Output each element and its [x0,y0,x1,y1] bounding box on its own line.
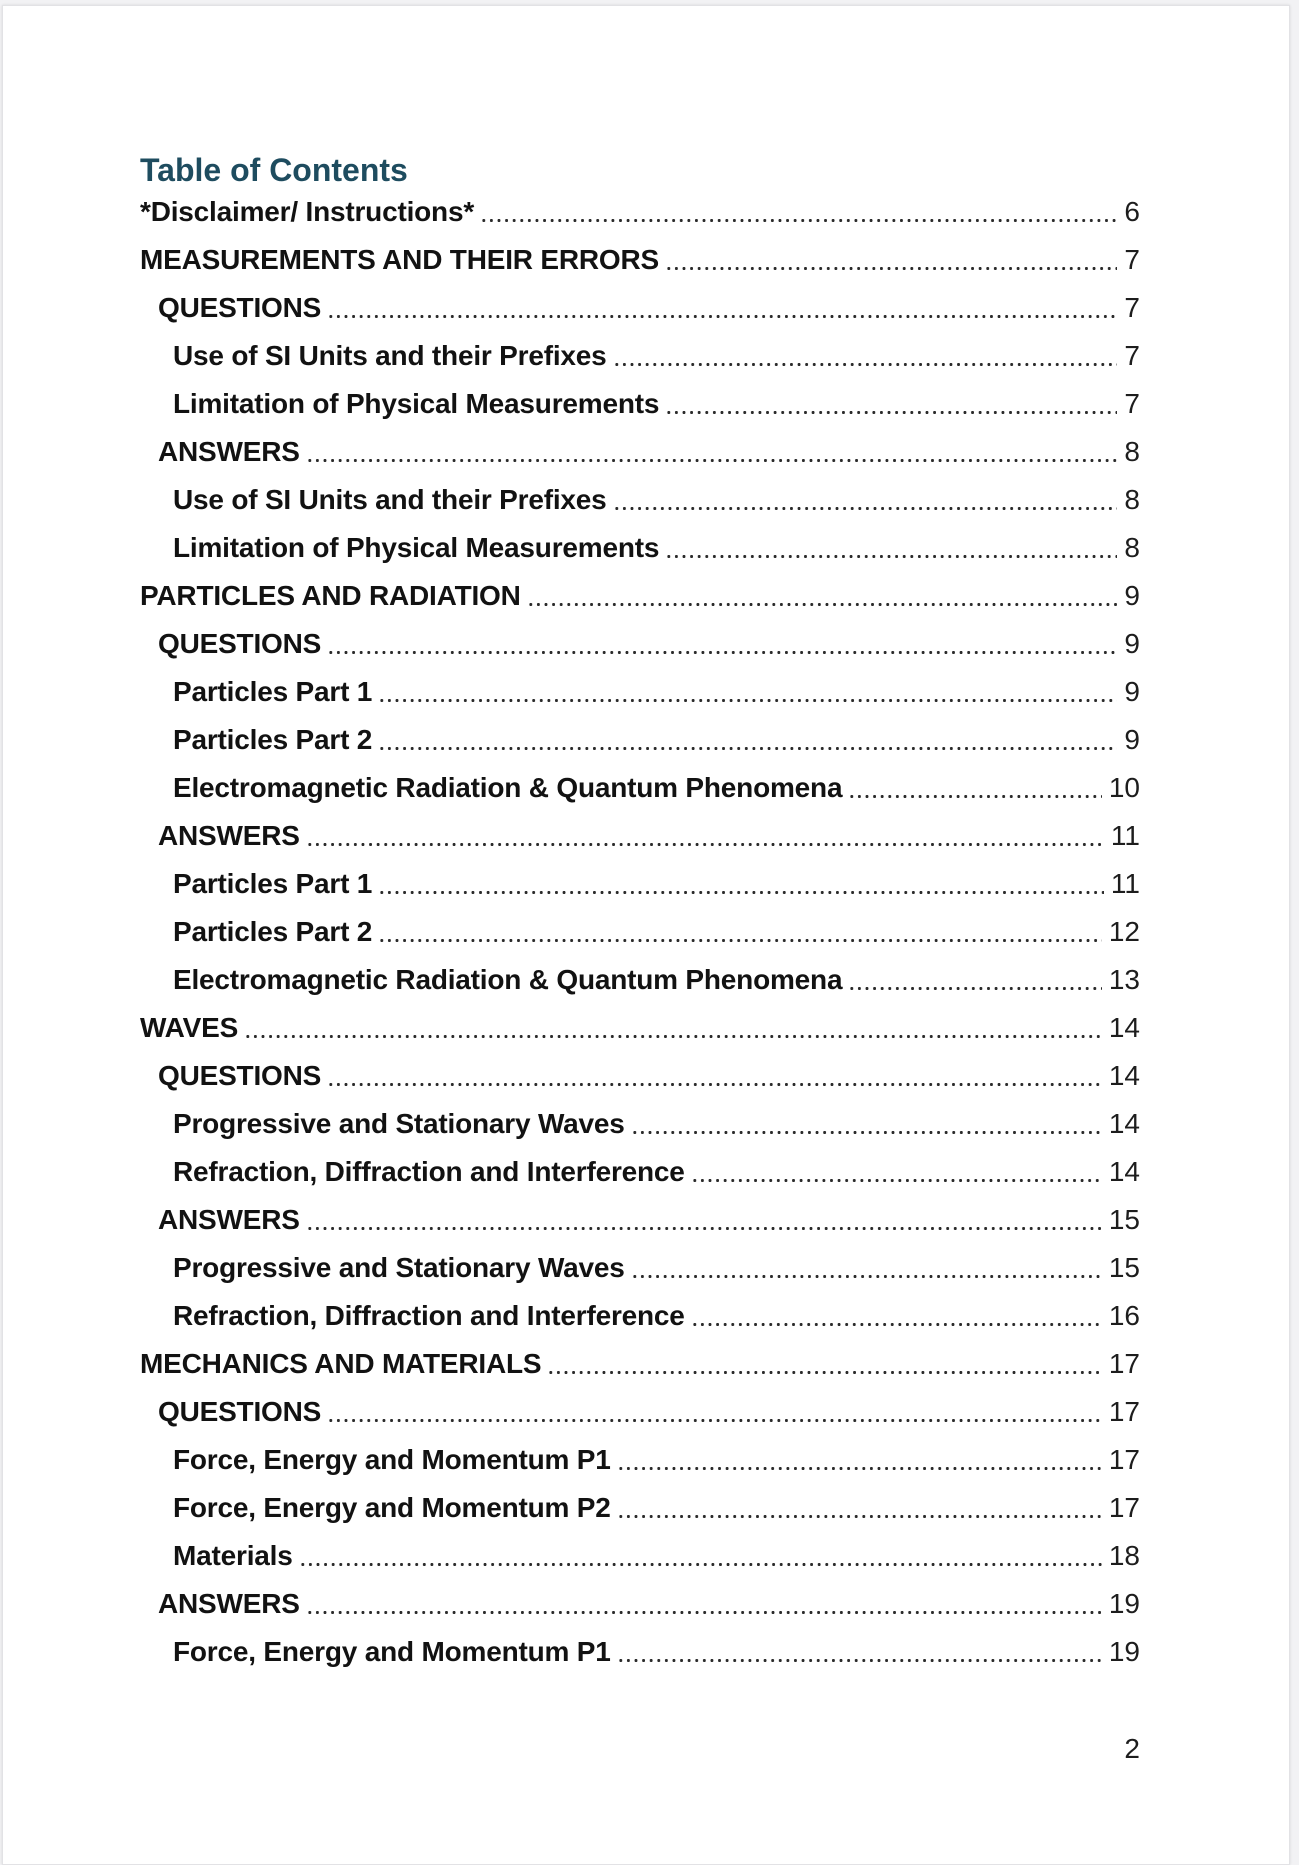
toc-entry-page-number: 9 [1124,628,1140,659]
toc-entry-page-number: 7 [1124,388,1140,419]
toc-entry-title: MEASUREMENTS AND THEIR ERRORS [140,244,659,275]
toc-entry-title: Force, Energy and Momentum P2 [173,1492,611,1523]
toc-entry-title: ANSWERS [158,820,300,851]
toc-entry[interactable] [140,284,1140,332]
dot-leader [378,860,1104,908]
toc-entry[interactable] [140,1628,1140,1676]
dot-leader [631,1100,1102,1148]
toc-entry[interactable] [140,380,1140,428]
dot-leader [613,476,1118,524]
toc-entry-page-number: 7 [1124,292,1140,323]
toc-entry-title: ANSWERS [158,436,300,467]
dot-leader [631,1244,1102,1292]
toc-entry-page-number: 15 [1108,1204,1140,1235]
toc-entry-title: Limitation of Physical Measurements [173,388,660,419]
toc-entry-title: WAVES [140,1012,239,1043]
toc-entry-title: Particles Part 2 [173,724,373,755]
dot-leader [378,908,1102,956]
toc-entry-page-number: 8 [1124,436,1140,467]
dot-leader [306,1196,1102,1244]
toc-entry[interactable] [140,1484,1140,1532]
toc-entry-page-number: 9 [1124,676,1140,707]
toc-entry-page-number: 8 [1124,532,1140,563]
dot-leader [617,1628,1102,1676]
toc-entry-title: Use of SI Units and their Prefixes [173,484,607,515]
toc-entry-page-number: 12 [1108,916,1140,947]
toc-entry[interactable] [140,188,1140,236]
page-number-footer: 2 [1124,1733,1140,1764]
toc-entry-title: Progressive and Stationary Waves [173,1108,625,1139]
toc-entry-title: ANSWERS [158,1204,300,1235]
toc-entry-page-number: 14 [1108,1156,1140,1187]
toc-entry[interactable] [140,428,1140,476]
dot-leader [691,1292,1102,1340]
toc-entry-title: Force, Energy and Momentum P1 [173,1444,611,1475]
document-page [2,5,1290,1865]
toc-entry-page-number: 10 [1108,772,1140,803]
dot-leader [527,572,1118,620]
dot-leader [547,1340,1101,1388]
toc-entry[interactable] [140,572,1140,620]
toc-entry-page-number: 19 [1108,1588,1140,1619]
toc-heading: Table of Contents [140,152,408,188]
toc-entry[interactable] [140,1340,1140,1388]
toc-entry-page-number: 6 [1124,196,1140,227]
dot-leader [327,620,1117,668]
toc-entry[interactable] [140,1532,1140,1580]
dot-leader [378,668,1117,716]
toc-entry-page-number: 8 [1124,484,1140,515]
toc-entry-page-number: 9 [1124,724,1140,755]
toc-entry-title: Electromagnetic Radiation & Quantum Phenomena [173,964,843,995]
toc-entry-title: QUESTIONS [158,628,322,659]
toc-entry-page-number: 11 [1110,820,1140,851]
table-of-contents [140,188,1140,1676]
toc-entry-title: MECHANICS AND MATERIALS [140,1348,542,1379]
dot-leader [617,1484,1102,1532]
toc-entry[interactable] [140,1244,1140,1292]
toc-entry-title: Refraction, Diffraction and Interference [173,1156,685,1187]
toc-entry-title: *Disclaimer/ Instructions* [140,196,475,227]
toc-entry-page-number: 9 [1124,580,1140,611]
toc-entry[interactable] [140,860,1140,908]
toc-entry-page-number: 11 [1110,868,1140,899]
dot-leader [306,812,1104,860]
toc-entry[interactable] [140,716,1140,764]
toc-entry-page-number: 14 [1108,1060,1140,1091]
toc-entry[interactable] [140,812,1140,860]
dot-leader [306,428,1118,476]
toc-entry-page-number: 17 [1108,1492,1140,1523]
dot-leader [327,1388,1102,1436]
toc-entry-title: QUESTIONS [158,1060,322,1091]
dot-leader [613,332,1118,380]
dot-leader [244,1004,1102,1052]
toc-entry-page-number: 7 [1124,340,1140,371]
toc-entry[interactable] [140,1292,1140,1340]
dot-leader [691,1148,1102,1196]
dot-leader [665,236,1117,284]
toc-entry[interactable] [140,1388,1140,1436]
toc-entry-title: Limitation of Physical Measurements [173,532,660,563]
dot-leader [327,284,1117,332]
dot-leader [665,380,1117,428]
toc-entry-page-number: 13 [1108,964,1140,995]
toc-entry[interactable] [140,620,1140,668]
toc-entry-title: Particles Part 1 [173,676,373,707]
toc-entry-page-number: 19 [1108,1636,1140,1667]
dot-leader [665,524,1117,572]
toc-entry-title: PARTICLES AND RADIATION [140,580,521,611]
toc-entry-title: Force, Energy and Momentum P1 [173,1636,611,1667]
toc-entry[interactable] [140,764,1140,812]
toc-entry-title: Materials [173,1540,293,1571]
toc-entry-title: Progressive and Stationary Waves [173,1252,625,1283]
dot-leader [327,1052,1102,1100]
toc-entry[interactable] [140,476,1140,524]
toc-entry-title: QUESTIONS [158,292,322,323]
dot-leader [848,764,1102,812]
toc-entry[interactable] [140,956,1140,1004]
toc-entry[interactable] [140,908,1140,956]
toc-entry[interactable] [140,1052,1140,1100]
toc-entry-page-number: 17 [1108,1396,1140,1427]
toc-entry-page-number: 7 [1124,244,1140,275]
toc-entry-title: ANSWERS [158,1588,300,1619]
toc-entry[interactable] [140,332,1140,380]
toc-entry-title: Use of SI Units and their Prefixes [173,340,607,371]
toc-entry-title: Electromagnetic Radiation & Quantum Phenomena [173,772,843,803]
dot-leader [617,1436,1102,1484]
toc-entry[interactable] [140,1436,1140,1484]
dot-leader [378,716,1117,764]
toc-entry[interactable] [140,1148,1140,1196]
toc-entry[interactable] [140,1580,1140,1628]
toc-entry[interactable] [140,1100,1140,1148]
toc-entry-page-number: 14 [1108,1108,1140,1139]
toc-entry-title: Refraction, Diffraction and Interference [173,1300,685,1331]
toc-entry-title: QUESTIONS [158,1396,322,1427]
toc-entry[interactable] [140,236,1140,284]
dot-leader [480,188,1117,236]
toc-entry-page-number: 17 [1108,1444,1140,1475]
toc-entry[interactable] [140,524,1140,572]
dot-leader [306,1580,1102,1628]
toc-entry-page-number: 14 [1108,1012,1140,1043]
toc-entry-page-number: 17 [1108,1348,1140,1379]
toc-entry-title: Particles Part 1 [173,868,373,899]
toc-entry[interactable] [140,1004,1140,1052]
toc-entry-page-number: 16 [1108,1300,1140,1331]
toc-entry[interactable] [140,1196,1140,1244]
toc-entry[interactable] [140,668,1140,716]
dot-leader [848,956,1102,1004]
dot-leader [299,1532,1102,1580]
toc-entry-page-number: 15 [1108,1252,1140,1283]
toc-entry-page-number: 18 [1108,1540,1140,1571]
toc-entry-title: Particles Part 2 [173,916,373,947]
